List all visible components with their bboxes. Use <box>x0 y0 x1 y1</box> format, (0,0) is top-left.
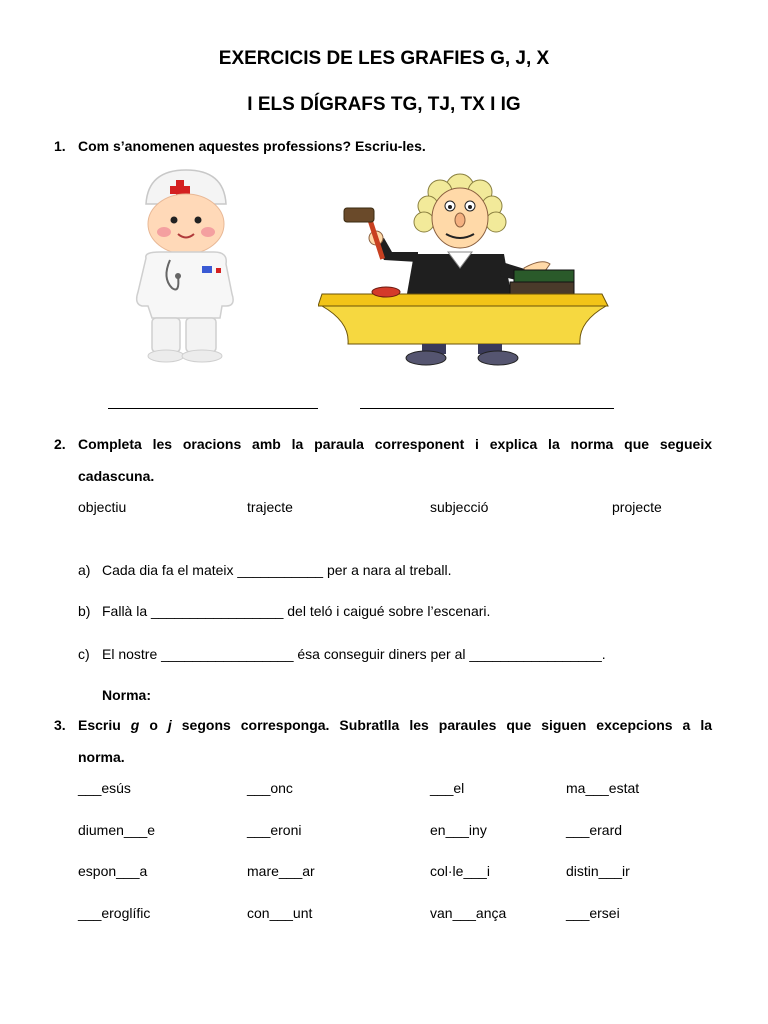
word-item: col·le___i <box>430 863 490 879</box>
sentence-letter-a: a) <box>78 562 91 578</box>
word-item: ___esús <box>78 780 131 796</box>
word-item: con___unt <box>247 905 313 921</box>
word-option-4: projecte <box>612 499 662 515</box>
question-2-text: Completa les oracions amb la paraula corresponent i explica la norma que segueix <box>78 436 712 452</box>
sentence-c: El nostre _________________ ésa conseguir diners per al _________________. <box>102 646 606 662</box>
word-item: van___ança <box>430 905 507 921</box>
word-option-2: trajecte <box>247 499 293 515</box>
word-item: ___el <box>430 780 465 796</box>
question-2-number: 2. <box>54 436 66 452</box>
word-option-3: subjecció <box>430 499 489 515</box>
word-item: espon___a <box>78 863 148 879</box>
question-2-text-cont: cadascuna. <box>78 468 155 484</box>
sentence-a: Cada dia fa el mateix ___________ per a nara al treball. <box>102 562 452 578</box>
page-title: EXERCICIS DE LES GRAFIES G, J, X <box>218 48 550 69</box>
sentence-letter-c: c) <box>78 646 90 662</box>
word-item: ___erard <box>566 822 623 838</box>
word-item: ___onc <box>247 780 293 796</box>
sentence-letter-b: b) <box>78 603 91 619</box>
answer-line-judge[interactable] <box>360 408 614 409</box>
norma-label: Norma: <box>102 687 152 703</box>
question-3-text-cont: norma. <box>78 749 125 765</box>
word-item: en___iny <box>430 822 487 838</box>
word-item: diumen___e <box>78 822 156 838</box>
word-item: ___ersei <box>566 905 620 921</box>
judge-illustration <box>318 160 610 368</box>
page-subtitle: I ELS DÍGRAFS TG, TJ, TX I IG <box>247 94 521 115</box>
answer-line-nurse[interactable] <box>108 408 318 409</box>
word-item: mare___ar <box>247 863 315 879</box>
question-3-text: Escriu g o j segons corresponga. Subratlla les paraules que siguen excepcions a la <box>78 717 712 733</box>
word-item: distin___ir <box>566 863 630 879</box>
word-item: ___eroglífic <box>78 905 151 921</box>
word-item: ___eroni <box>247 822 302 838</box>
word-option-1: objectiu <box>78 499 127 515</box>
question-1-number: 1. <box>54 138 66 154</box>
question-3-number: 3. <box>54 717 66 733</box>
question-1-text: Com s’anomenen aquestes professions? Escriu-les. <box>78 138 426 154</box>
sentence-b: Fallà la _________________ del teló i caigué sobre l’escenari. <box>102 603 491 619</box>
word-item: ma___estat <box>566 780 640 796</box>
nurse-illustration <box>128 168 240 364</box>
